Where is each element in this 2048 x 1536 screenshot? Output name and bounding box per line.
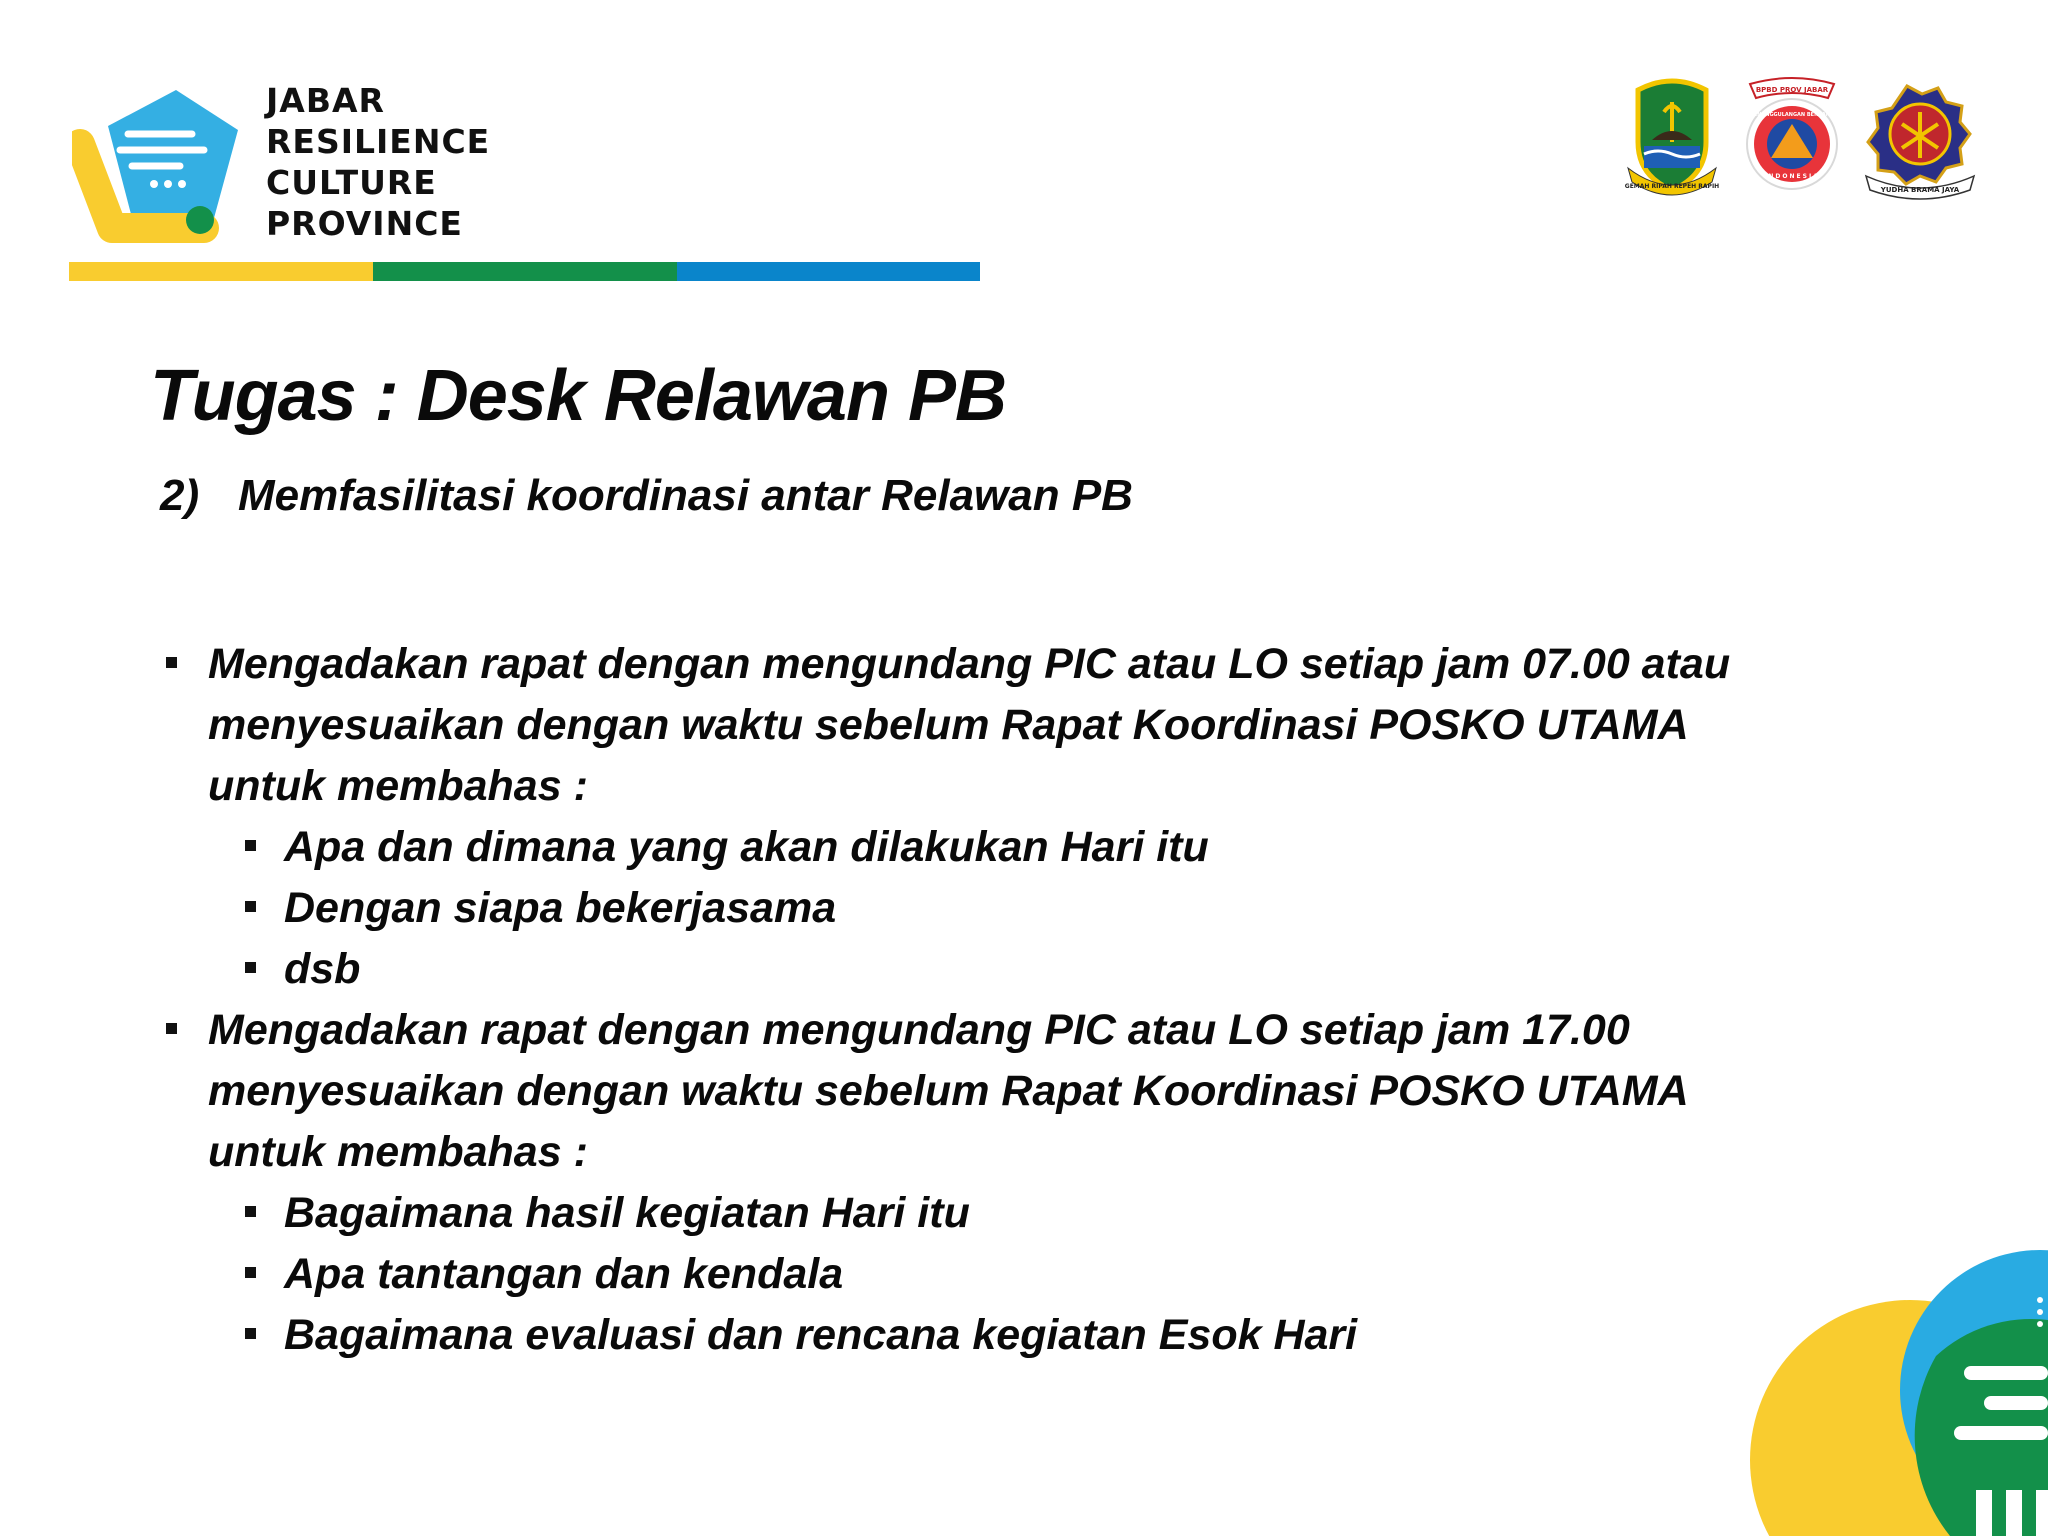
header-stripe-blue	[677, 262, 980, 281]
list-item-line: Mengadakan rapat dengan mengundang PIC atau LO setiap jam 17.00	[208, 1006, 1630, 1054]
brand-line: RESILIENCE	[266, 122, 491, 161]
square-bullet-icon	[245, 1206, 256, 1217]
bpbd-bottom-text: INDONESIA	[1764, 173, 1820, 180]
jabar-ribbon-text: GEMAH RIPAH REPEH RAPIH	[1624, 183, 1720, 190]
sub-list-item-text: dsb	[284, 945, 361, 993]
decorative-corner-graphic-icon	[1740, 1240, 2048, 1536]
bullet-list	[160, 634, 1920, 1366]
slide-title: Tugas : Desk Relawan PB	[150, 356, 1006, 436]
brand-line: CULTURE	[266, 163, 437, 202]
list-item-line: menyesuaikan dengan waktu sebelum Rapat Koordinasi POSKO UTAMA	[208, 1067, 1689, 1115]
sub-list-item-text: Bagaimana hasil kegiatan Hari itu	[284, 1189, 970, 1237]
sub-list-item	[160, 939, 1920, 1000]
square-bullet-icon	[245, 1328, 256, 1339]
header-stripe-green	[373, 262, 677, 281]
sub-list-item	[160, 878, 1920, 939]
polda-emblem-icon	[1866, 86, 1974, 199]
slide-subtitle	[160, 468, 1133, 524]
square-bullet-icon	[245, 901, 256, 912]
sub-list-item-text: Apa tantangan dan kendala	[284, 1250, 844, 1298]
sub-list-item	[160, 1305, 1920, 1366]
square-bullet-icon	[166, 1023, 177, 1034]
brand-line: PROVINCE	[266, 204, 463, 243]
square-bullet-icon	[245, 962, 256, 973]
sub-list-item-text: Apa dan dimana yang akan dilakukan Hari itu	[284, 823, 1209, 871]
list-item	[160, 634, 1920, 817]
brand-wordmark	[266, 80, 490, 244]
header-stripe-yellow	[69, 262, 373, 281]
bpbd-top-text: BPBD PROV JABAR	[1755, 86, 1829, 94]
bpbd-emblem-icon	[1747, 78, 1837, 189]
list-item-line: menyesuaikan dengan waktu sebelum Rapat Koordinasi POSKO UTAMA	[208, 701, 1689, 749]
square-bullet-icon	[166, 657, 177, 668]
sub-list-item	[160, 817, 1920, 878]
list-item-line: untuk membahas :	[208, 1128, 588, 1176]
emblems-group	[1622, 72, 1982, 202]
list-item-line: untuk membahas :	[208, 762, 588, 810]
square-bullet-icon	[245, 840, 256, 851]
sub-list-item-text: Bagaimana evaluasi dan rencana kegiatan Esok Hari	[284, 1311, 1358, 1359]
subtitle-text: Memfasilitasi koordinasi antar Relawan PB	[238, 471, 1133, 520]
polda-ribbon-text: YUDHA BRAMA JAYA	[1880, 186, 1960, 194]
brand-line: JABAR	[266, 81, 385, 120]
list-item	[160, 1000, 1920, 1183]
square-bullet-icon	[245, 1267, 256, 1278]
sub-list-item	[160, 1244, 1920, 1305]
jabar-emblem-icon	[1625, 81, 1719, 195]
jabar-resilience-logo-icon	[72, 80, 252, 250]
list-item-line: Mengadakan rapat dengan mengundang PIC atau LO setiap jam 07.00 atau	[208, 640, 1731, 688]
sub-list-item	[160, 1183, 1920, 1244]
sub-list-item-text: Dengan siapa bekerjasama	[284, 884, 837, 932]
bpbd-ring-text: PENANGGULANGAN BENCANA	[1750, 112, 1834, 118]
subtitle-number: 2)	[160, 471, 200, 520]
